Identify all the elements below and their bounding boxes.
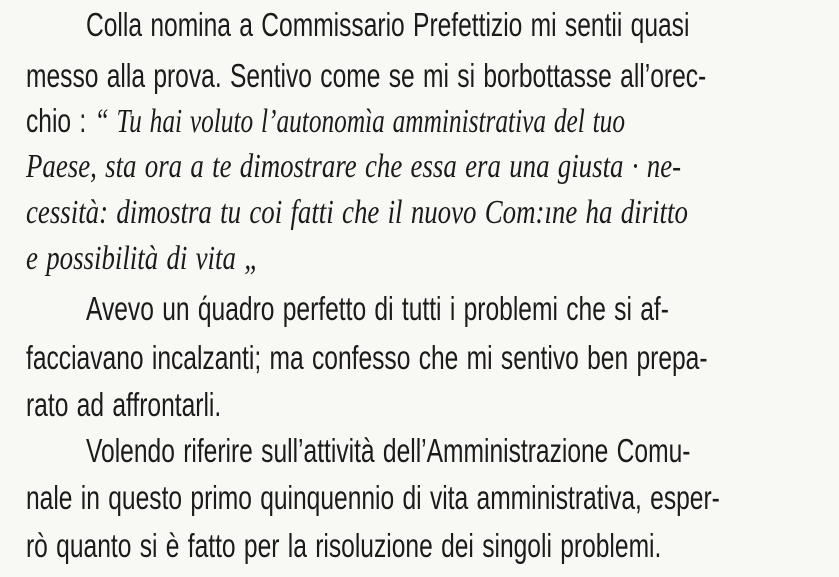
text-line-4: Paese, sta ora a te dimostrare che essa era una giusta · ne-: [26, 148, 682, 185]
text-line-11: nale in questo primo quinquennio di vita amministrativa, esper-: [26, 479, 720, 516]
text-line-3-plain: chio :: [26, 102, 95, 139]
text-line-7: Avevo un q́uadro perfetto di tutti i problemi che si af-: [86, 290, 669, 327]
text-line-5: cessità: dimostra tu coi fatti che il nuovo Com:ıne ha diritto: [26, 194, 688, 231]
text-line-9: rato ad affrontarli.: [26, 386, 222, 423]
text-line-12: rò quanto si è fatto per la risoluzione dei singoli problemi.: [26, 527, 662, 564]
text-line-3-italic: “ Tu hai voluto l’autonomìa amministrativa del tuo: [94, 103, 625, 140]
text-line-10: Volendo riferire sull’attività dell’Amministrazione Comu-: [86, 432, 691, 469]
text-line-8: facciavano incalzanti; ma confesso che mi sentivo ben prepa-: [26, 339, 708, 376]
text-line-3-mixed: [26, 102, 625, 140]
text-line-6: e possibilità di vita „: [26, 240, 260, 277]
text-line-2: messo alla prova. Sentivo come se mi si borbottasse all’orec-: [26, 57, 707, 94]
text-line-1: Colla nomina a Commissario Prefettizio mi sentii quasi: [86, 6, 690, 43]
